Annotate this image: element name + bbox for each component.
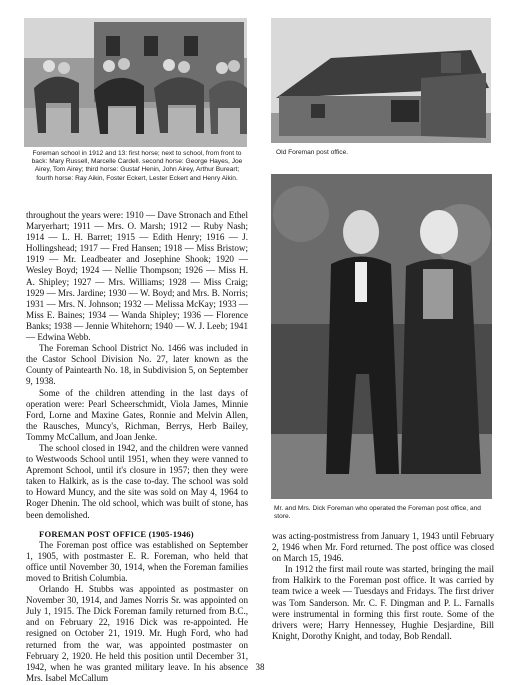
children-attending-paragraph: Some of the children attending in the last days of operation were: Pearl Scheerschmidt, Viola James, Minnie Ford, Lorne and Maxine Gates, Ronnie and Melvin Allen, the Rausches, Muncy's, Richman, Berrys, Herb Bailey, Tommy McCallum, and Joan Jenke.: [26, 387, 248, 442]
school-horses-photo: [24, 18, 247, 147]
mail-route-paragraph: In 1912 the first mail route was started, bringing the mail from Halkirk to the Foreman post office. It was carried by team twice a week — Tuesdays and Fridays. The first driver was Tom Sanderson. Mr. C. F. Dingman and P. L. Farnalls were instrumental in forming this first route. Some of the drivers were; Harry Hennessey, Hughie Desjardine, Bill Knight, Dorothy Knight, and today, Bob Rendall.: [272, 564, 494, 641]
post-office-established-paragraph: The Foreman post office was established on September 1, 1905, with postmaster E. R. Foreman, who held that office until November 30, 1914, when the Foreman families moved to British Columbia.: [26, 539, 248, 583]
old-post-office-photo: [271, 18, 491, 143]
teachers-list-paragraph: throughout the years were: 1910 — Dave Stronach and Ethel Maryerhart; 1911 — Mrs. O. Marsh; 1912 — Ruby Nash; 1914 — L. H. Barret; 1915 — Edith Henry; 1916 — J. Hollingshead; 1917 — Fred Hansen; 1918 — Miss Bristow; 1919 — Mr. Leadbeater and Josephine Shook; 1920 — Wesley Boyd; 1924 — Nellie Thompson; 1926 — Miss H. A. Shipley; 1927 — Mrs. Williams; 1928 — Miss Craig; 1929 — Mrs. Jardine; 1930 — W. Boyd; and Mrs. B. Norris; 1931 — Mrs. N. Johnson; 1932 — Melissa McKay; 1933 — Miss E. Baines; 1934 — Wanda Shipley; 1936 — Florence Banks; 1938 — Jennie Whitehorn; 1940 — W. J. Leeb; 1941 — Edwina Webb.: [26, 210, 248, 343]
acting-postmistress-paragraph: was acting-postmistress from January 1, 1943 until February 2, 1946 when Mr. Ford returned. The post office was closed on March 15, 1946.: [272, 531, 494, 564]
post-office-heading: FOREMAN POST OFFICE (1905-1946): [39, 528, 194, 539]
right-text-column: [272, 531, 494, 642]
page-number: 38: [255, 662, 265, 672]
school-closure-paragraph: The school closed in 1942, and the children were vanned to Westwoods School until 1951, when they were vanned to Apremont School, until it's closure in 1957; then they were taken to Halkirk, as is the case to-day. The school was sold to Howard Muncy, and the site was sold on May 4, 1964 to Roger Dhenin. The old school, which was built of stone, has been demolished.: [26, 442, 248, 520]
left-text-column: [26, 210, 248, 684]
couple-photo-caption: Mr. and Mrs. Dick Foreman who operated the Foreman post office, and store.: [274, 505, 481, 521]
school-photo-caption: Foreman school in 1912 and 13: first horse; next to school, from front to back: Mary Russell, Marcelle Cardell. second horse: George Hayes, Joe Airey, Tom Airey; third horse: Gustaf Henin, John Airey, Arthur Bureart; fourth horse: Ray Aikin, Foster Eckert, Lester Eckert and Henry Aikin.: [31, 150, 243, 182]
school-district-paragraph: The Foreman School District No. 1466 was included in the Castor School Division No. 27, later known as the County of Paintearth No. 18, in Subdivision 5, on September 9, 1938.: [26, 343, 248, 387]
dick-foreman-couple-photo: [271, 174, 492, 499]
postmasters-paragraph: Orlando H. Stubbs was appointed as postmaster on November 30, 1914, and James Norris Sr. was appointed on July 1, 1915. The Dick Foreman family returned from B.C., and on February 22, 1916 Dick was re-appointed. He resigned on October 21, 1919. Mr. Hugh Ford, who had returned from the war, was appointed postmaster on February 2, 1920. He held this position until December 31, 1942, when he was granted military leave. In his absence Mrs. Isabel McCallum: [26, 584, 248, 683]
post-office-photo-caption: Old Foreman post office.: [276, 149, 349, 156]
